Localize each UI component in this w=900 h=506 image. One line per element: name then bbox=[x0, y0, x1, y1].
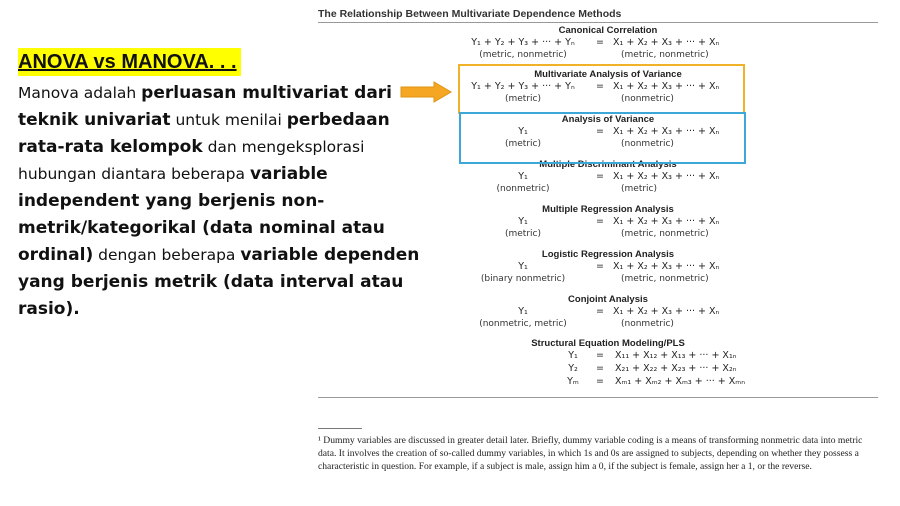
method-equation bbox=[458, 306, 758, 319]
equation-lhs: Y₁ bbox=[518, 261, 528, 272]
slide-title: ANOVA vs MANOVA. . . bbox=[18, 48, 241, 76]
sem-equation-row bbox=[458, 363, 758, 376]
manova-highlight-box bbox=[458, 64, 745, 114]
bold-segment: perluasan multivariat dari teknik univariat bbox=[18, 83, 392, 130]
equation-rhs: X₁ + X₂ + X₃ + ··· + Xₙ bbox=[613, 37, 720, 48]
equals-sign: = bbox=[596, 376, 604, 387]
footnote-rule bbox=[318, 428, 362, 429]
sem-equation-row bbox=[458, 376, 758, 389]
method-equation bbox=[458, 37, 758, 50]
equation-lhs: Y₁ + Y₂ + Y₃ + ··· + Yₙ bbox=[471, 81, 575, 92]
method-equation bbox=[458, 261, 758, 274]
equation-rhs: X₁₁ + X₁₂ + X₁₃ + ··· + X₁ₙ bbox=[615, 350, 737, 361]
equals-sign: = bbox=[596, 126, 604, 137]
dependent-type: (nonmetric, metric) bbox=[479, 319, 567, 329]
sem-equations bbox=[458, 350, 758, 389]
method-heading: Multiple Discriminant Analysis bbox=[539, 159, 677, 170]
method-equation bbox=[458, 171, 758, 184]
bold-segment: perbedaan rata-rata kelompok bbox=[18, 110, 390, 157]
equation-rhs: X₁ + X₂ + X₃ + ··· + Xₙ bbox=[613, 126, 720, 137]
method-section bbox=[458, 248, 758, 286]
independent-type: (metric, nonmetric) bbox=[621, 274, 709, 284]
equation-rhs: X₁ + X₂ + X₃ + ··· + Xₙ bbox=[613, 306, 720, 317]
independent-type: (nonmetric) bbox=[621, 94, 674, 104]
independent-type: (metric) bbox=[621, 184, 658, 194]
method-heading: Conjoint Analysis bbox=[568, 294, 648, 305]
equation-rhs: X₁ + X₂ + X₃ + ··· + Xₙ bbox=[613, 81, 720, 92]
method-equation bbox=[458, 216, 758, 229]
dependent-type: (metric) bbox=[504, 139, 541, 149]
equals-sign: = bbox=[596, 261, 604, 272]
text-segment: Manova adalah bbox=[18, 84, 142, 102]
variable-types bbox=[458, 184, 758, 196]
method-section bbox=[458, 293, 758, 331]
equals-sign: = bbox=[596, 306, 604, 317]
equals-sign: = bbox=[596, 81, 604, 92]
dependent-type: (metric) bbox=[504, 229, 541, 239]
equation-rhs: Xₘ₁ + Xₘ₂ + Xₘ₃ + ··· + Xₘₙ bbox=[615, 376, 745, 387]
method-section bbox=[458, 203, 758, 241]
text-segment: dan mengeksplorasi hubungan diantara beberapa bbox=[18, 138, 365, 183]
sem-equation-row bbox=[458, 350, 758, 363]
variable-types bbox=[458, 274, 758, 286]
equation-lhs: Yₘ bbox=[567, 376, 579, 387]
document-excerpt bbox=[318, 0, 878, 506]
equals-sign: = bbox=[596, 37, 604, 48]
independent-type: (nonmetric) bbox=[621, 139, 674, 149]
dependent-type: (nonmetric) bbox=[496, 184, 550, 194]
equation-lhs: Y₁ bbox=[518, 126, 528, 137]
footnote: ¹ Dummy variables are discussed in greater detail later. Briefly, dummy variable coding is a means of transforming nonmetric data into metric data. It involves the creation of so-called dummy variables, in which 1s and 0s are assigned to subjects, depending on whether they possess a characteristic in question. For example, if a subject is male, assign him a 0, if the subject is female, assign her a 1, or the reverse. bbox=[318, 435, 863, 472]
equation-rhs: X₁ + X₂ + X₃ + ··· + Xₙ bbox=[613, 216, 720, 227]
method-heading: Structural Equation Modeling/PLS bbox=[531, 338, 685, 349]
dependent-type: (metric, nonmetric) bbox=[479, 50, 567, 60]
bold-segment: variable dependen yang berjenis metrik (data interval atau rasio). bbox=[18, 245, 420, 319]
variable-types bbox=[458, 229, 758, 241]
method-section bbox=[458, 24, 758, 62]
sem-section bbox=[458, 337, 758, 389]
variable-types bbox=[458, 319, 758, 331]
variable-types bbox=[458, 50, 758, 62]
equals-sign: = bbox=[596, 363, 604, 374]
independent-type: (metric, nonmetric) bbox=[621, 50, 709, 60]
equation-rhs: X₂₁ + X₂₂ + X₂₃ + ··· + X₂ₙ bbox=[615, 363, 737, 374]
method-heading: Multiple Regression Analysis bbox=[542, 204, 674, 215]
equation-rhs: X₁ + X₂ + X₃ + ··· + Xₙ bbox=[613, 261, 720, 272]
bold-segment: variable independent yang berjenis non-metrik/kategorikal (data nominal atau ordinal) bbox=[18, 164, 385, 265]
independent-type: (metric, nonmetric) bbox=[621, 229, 709, 239]
dependent-type: (binary nonmetric) bbox=[480, 274, 566, 284]
text-segment: untuk menilai bbox=[170, 111, 287, 129]
bottom-divider bbox=[318, 397, 878, 398]
equals-sign: = bbox=[596, 350, 604, 361]
equation-lhs: Y₁ bbox=[518, 171, 528, 182]
equals-sign: = bbox=[596, 216, 604, 227]
method-heading: Multivariate Analysis of Variance bbox=[534, 69, 682, 80]
equation-lhs: Y₁ + Y₂ + Y₃ + ··· + Yₙ bbox=[471, 37, 575, 48]
method-heading: Logistic Regression Analysis bbox=[541, 249, 675, 260]
independent-type: (nonmetric) bbox=[621, 319, 674, 329]
equation-lhs: Y₁ bbox=[568, 350, 578, 361]
method-heading: Analysis of Variance bbox=[561, 114, 655, 125]
document-title: The Relationship Between Multivariate Dependence Methods bbox=[318, 8, 622, 20]
text-segment: dengan beberapa bbox=[93, 246, 241, 264]
anova-highlight-box bbox=[459, 112, 746, 164]
method-heading: Canonical Correlation bbox=[558, 25, 658, 36]
equation-rhs: X₁ + X₂ + X₃ + ··· + Xₙ bbox=[613, 171, 720, 182]
equation-lhs: Y₁ bbox=[518, 306, 528, 317]
top-divider bbox=[318, 22, 878, 23]
equals-sign: = bbox=[596, 171, 604, 182]
equation-lhs: Y₂ bbox=[568, 363, 578, 374]
dependent-type: (metric) bbox=[504, 94, 541, 104]
equation-lhs: Y₁ bbox=[518, 216, 528, 227]
